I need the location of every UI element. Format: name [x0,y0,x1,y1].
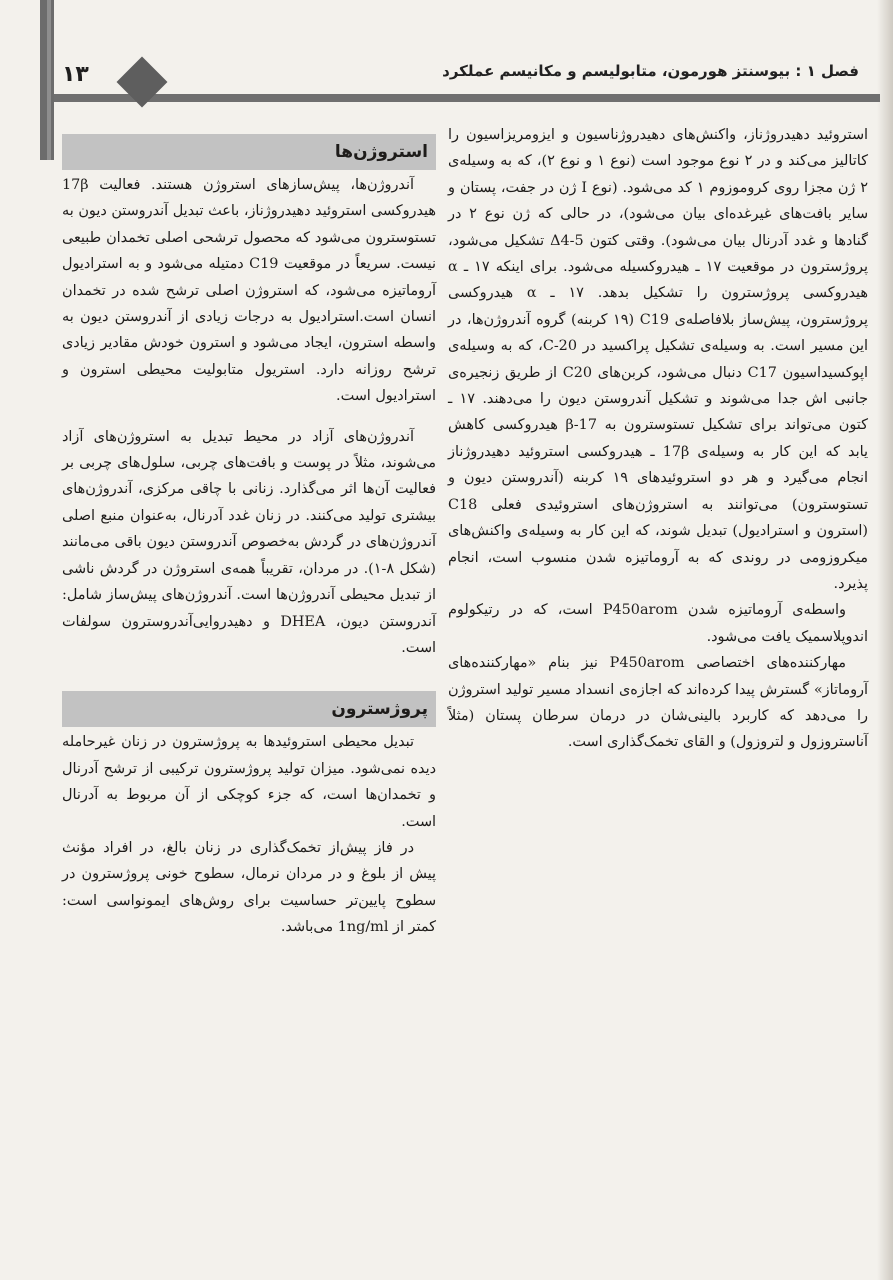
left-column [62,134,436,941]
paragraph-gap [62,410,436,424]
paragraph: آندروژن‌ها، پیش‌سازهای استروژن هستند. فعالیت 17β هیدروکسی استروئید دهیدروژناز، باعث تبدیل آندروستن دیون به تستوسترون می‌شود که محصول ترشحی اصلی تخمدان طبیعی نیست. سریعاً در موقعیت C19 دمتیله می‌شود و به استرادیول آروماتیزه می‌شود، که استروژن اصلی ترشح شده در تخمدان انسان است.استرادیول به درجات زیادی از آندروستن دیون به واسطه استرون، ایجاد می‌شود و استرون خودش مقادیر زیادی ترشح روزانه دارد. استریول متابولیت محیطی استرون و استرادیول است. [62,177,436,405]
right-column [448,122,868,756]
paragraph: مهارکننده‌های اختصاصی P450arom نیز بنام «مهارکننده‌های آروماتاز» گسترش پیدا کرده‌اند که اجازه‌ی انسداد مسیر تولید استروژن را می‌دهد که کاربرد بالینی‌شان در درمان سرطان پستان (مثلاً آناستروزول و لتروزول) و القای تخمک‌گذاری است. [448,655,868,751]
chapter-title: فصل ۱ : بیوسنتز هورمون، متابولیسم و مکانیسم عملکرد [442,62,859,80]
section-heading-estrogens: استروژن‌ها [62,134,436,170]
paragraph: واسطه‌ی آروماتیزه شدن P450arom است، که در رتیکولوم اندوپلاسمیک یافت می‌شود. [448,602,868,645]
section-heading-progesterone: پروژسترون [62,691,436,727]
section-gap [62,661,436,691]
paragraph: استروئید دهیدروژناز، واکنش‌های دهیدروژناسیون و ایزومریزاسیون را کاتالیز می‌کند و در ۲ نوع موجود است (نوع ۱ و نوع ۲)، که به وسیله‌ی ۲ ژن مجزا روی کروموزوم ۱ کد می‌شود. (نوع I ژن در جفت، پستان و سایر بافت‌های غیرغده‌ای بیان می‌شود)، در حالی که ژن نوع ۲ در گنادها و غدد آدرنال بیان می‌شود). وقتی کتون Δ4-5 تشکیل می‌شود، پروژسترون در موقعیت ۱۷ ـ هیدروکسیله می‌شود. برای اینکه ۱۷ ـ α هیدروکسی پروژسترون را تشکیل بدهد. ۱۷ ـ α هیدروکسی پروژسترون، پیش‌ساز بلافاصله‌ی C19 (۱۹ کربنه) گروه آندروژن‌ها، در این مسیر است. به وسیله‌ی تشکیل پراکسید در C-20، که به وسیله‌ی اپوکسیداسیون C17 دنبال می‌شود، کربن‌های C20 از طریق زنجیره‌ی جانبی اش جدا می‌شوند و تشکیل آندروستن دیون را می‌دهند. ۱۷ ـ کتون می‌تواند برای تشکیل تستوسترون به 17-β هیدروکسی کاهش یابد که این کار به وسیله‌ی 17β ـ هیدروکسی استروئید دهیدروژناز انجام می‌گیرد و هر دو استروئیدهای ۱۹ کربنه (آندروستن دیون و تستوسترون) می‌توانند به استروژن‌های استروئیدی فعلی C18 (استرون و استرادیول) تبدیل شوند، که این کار به وسیله‌ی واکنش‌های میکروزومی در روندی که به آروماتیزه شدن منسوب است، انجام پذیرد. [448,127,869,592]
paragraph: در فاز پیش‌از تخمک‌گذاری در زنان بالغ، در افراد مؤنث پیش از بلوغ و در مردان نرمال، سطوح خونی پروژسترون در سطوح پایین‌تر حساسیت برای روش‌های ایمونواسی است: کمتر از 1ng/ml می‌باشد. [62,839,436,936]
page-number: ۱۳ [62,62,89,87]
page-edge-shadow [877,0,893,1280]
left-margin-bar-inner [47,0,51,160]
paragraph: آندروژن‌های آزاد در محیط تبدیل به استروژن‌های آزاد می‌شوند، مثلاً در پوست و بافت‌های چربی، سلول‌های چربی بر فعالیت آن‌ها اثر می‌گذارد. زنانی با چاقی مرکزی، آندروژن‌های بیشتری تولید می‌کنند. در زنان غدد آدرنال، به‌عنوان منبع اصلی آندروژن‌های در گردش به‌خصوص آندروستن دیون باقی می‌مانند (شکل ۸-۱). در مردان، تقریباً همه‌ی استروژن در گردش ناشی از تبدیل محیطی آندروژن‌ها است. آندروژن‌های پیش‌ساز شامل: آندروستن دیون، DHEA و دهیدروایی‌آندروسترون سولفات است. [62,428,436,656]
header-rule [54,94,880,102]
paragraph: تبدیل محیطی استروئیدها به پروژسترون در زنان غیرحامله دیده نمی‌شود. میزان تولید پروژسترون ترکیبی از ترشح آدرنال و تخمدان‌ها است، که جزء کوچکی از آن مربوط به آدرنال است. [62,734,436,830]
